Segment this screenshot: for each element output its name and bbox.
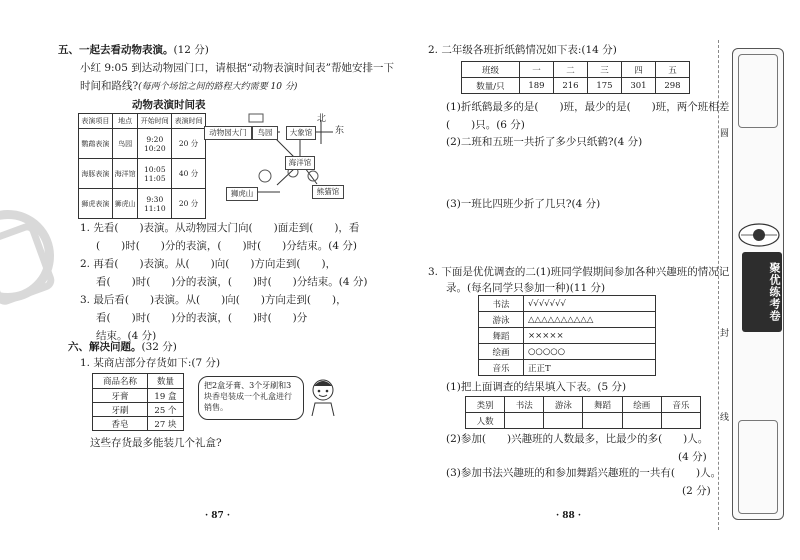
q2-line2: 看( )时( )分的表演，( )时( )分结束。(4 分) (96, 276, 368, 288)
result-header: 类别 (466, 397, 505, 413)
table-row: 舞蹈 ××××× (479, 328, 656, 344)
sidebar-box-top (738, 54, 778, 128)
crane-header: 二 (553, 62, 587, 78)
stock-header: 数量 (147, 374, 183, 389)
result-header: 书法 (505, 397, 544, 413)
stock-table (92, 373, 184, 431)
result-header: 游泳 (544, 397, 583, 413)
crane-header: 四 (621, 62, 655, 78)
sidebar-char: 线 (720, 413, 730, 423)
schedule-header: 地点 (112, 114, 138, 129)
schedule-header: 表演项目 (79, 114, 113, 129)
q3-line2: 看( )时( )分的表演，( )时( )分 (96, 312, 308, 324)
q1-line1: 1. 先看( )表演。从动物园大门向( )面走到( )，看 (80, 222, 360, 234)
table-row: 绘画 ○○○○○ (479, 344, 656, 360)
r-q3-line2: 录。(每名同学只参加一种)(11 分) (446, 282, 606, 294)
section5-intro-line2: 时间和路线?(每两个场馆之间的路程大约需要 10 分) (80, 80, 298, 92)
watermark-stamp (0, 210, 54, 302)
crane-table (461, 61, 690, 94)
result-table (465, 396, 701, 429)
table-row: 海豚表演 海洋馆 10:05 11:05 40 分 (79, 159, 206, 189)
q3-line1: 3. 最后看( )表演。从( )向( )方向走到( )， (80, 294, 347, 306)
table-row: 牙刷 25 个 (93, 403, 184, 417)
r-q2-3: (3)一班比四班少折了几只?(4 分) (446, 198, 601, 210)
north-label: 北 (317, 114, 327, 124)
section5-title: 五、一起去看动物表演。(12 分) (58, 44, 209, 56)
r-q3-3-score: (2 分) (682, 485, 711, 497)
boy-illustration (306, 376, 340, 416)
schedule-header: 表演时间 (172, 114, 206, 129)
table-row: 香皂 27 块 (93, 417, 184, 431)
crane-header: 五 (655, 62, 689, 78)
result-header: 舞蹈 (583, 397, 622, 413)
q2-line1: 2. 再看( )表演。从( )向( )方向走到( )， (80, 258, 337, 270)
section5-intro-line1: 小红 9:05 到达动物园门口，请根据“动物表演时间表”帮她安排一下 (80, 62, 394, 74)
table-row: 音乐 正正T (479, 360, 656, 376)
schedule-title: 动物表演时间表 (132, 99, 206, 111)
east-label: 东 (335, 126, 345, 136)
r-q2-1-line2: ( )只。(6 分) (446, 119, 525, 131)
brand-label: 聚优练考卷 (742, 252, 782, 332)
map-label: 狮虎山 (226, 187, 258, 201)
map-label: 鸟园 (252, 126, 278, 140)
result-header: 绘画 (622, 397, 661, 413)
page-number-right: · 88 · (556, 511, 582, 521)
crane-header: 班级 (462, 62, 520, 78)
table-row: 人数 (466, 413, 701, 429)
crane-header: 三 (587, 62, 621, 78)
crane-header: 一 (519, 62, 553, 78)
r-q2-1-line1: (1)折纸鹤最多的是( )班，最少的是( )班，两个班相差 (446, 101, 730, 113)
map-label: 动物园大门 (204, 126, 252, 140)
table-row: 鹦鹉表演 鸟园 9:20 10:20 20 分 (79, 129, 206, 159)
r-q2-2: (2)二班和五班一共折了多少只纸鹤?(4 分) (446, 136, 643, 148)
r-q3-2: (2)参加( )兴趣班的人数最多，比最少的多( )人。 (446, 433, 709, 445)
table-row: 数量/只 189 216 175 301 298 (462, 78, 690, 94)
map-label: 海洋馆 (285, 156, 315, 170)
r-q2-title: 2. 二年级各班折纸鹤情况如下表:(14 分) (428, 44, 617, 56)
r-q3-1: (1)把上面调查的结果填入下表。(5 分) (446, 381, 627, 393)
survey-table (478, 295, 656, 376)
sidebar-box-bottom (738, 420, 778, 514)
result-header: 音乐 (661, 397, 700, 413)
stock-header: 商品名称 (93, 374, 148, 389)
r-q3-3: (3)参加书法兴趣班的和参加舞蹈兴趣班的一共有( )人。 (446, 467, 722, 479)
table-row: 书法 √√√√√√√ (479, 296, 656, 312)
map-label: 大象馆 (286, 126, 316, 140)
table-row: 狮虎表演 狮虎山 9:30 11:10 20 分 (79, 189, 206, 219)
q1-line2: ( )时( )分的表演，( )时( )分结束。(4 分) (96, 240, 357, 252)
speech-bubble: 把2盒牙膏、3个牙刷和3块香皂装成一个礼盒进行销售。 (198, 376, 304, 420)
table-row: 游泳 △△△△△△△△△△ (479, 312, 656, 328)
map-label: 熊猫馆 (312, 185, 344, 199)
r-q3-line1: 3. 下面是优优调查的二(1)班同学假期间参加各种兴趣班的情况记 (428, 266, 730, 278)
sidebar-char: 封 (720, 329, 730, 339)
brand-logo-icon (737, 222, 781, 248)
problem1-question: 这些存货最多能装几个礼盒? (90, 437, 222, 449)
problem1-title: 1. 某商店部分存货如下:(7 分) (80, 357, 221, 369)
section6-title: 六、解决问题。(32 分) (68, 341, 177, 353)
r-q3-2-score: (4 分) (678, 451, 707, 463)
table-row: 牙膏 19 盒 (93, 389, 184, 403)
schedule-header: 开始时间 (138, 114, 172, 129)
page-number-left: · 87 · (205, 511, 231, 521)
cut-line (718, 40, 719, 530)
q3-line3: 结束。(4 分) (96, 330, 157, 342)
sidebar-char: 圆 (720, 129, 730, 139)
schedule-table (78, 113, 206, 219)
